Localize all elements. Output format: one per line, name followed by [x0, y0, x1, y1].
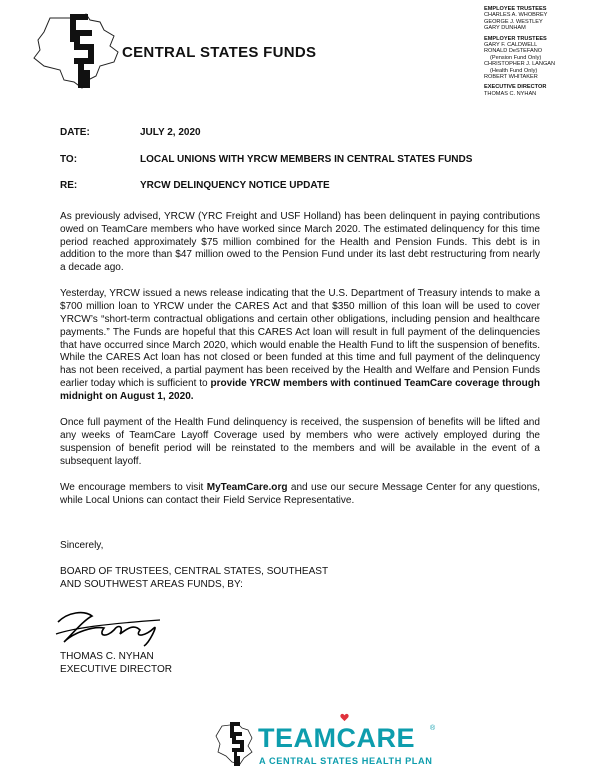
trustee-name: CHRISTOPHER J. LANGAN: [484, 61, 556, 68]
re-label: RE:: [60, 180, 78, 191]
myteamcare-link[interactable]: MyTeamCare.org: [206, 481, 288, 493]
trustee-name: THOMAS C. NYHAN: [484, 90, 537, 97]
trustee-note: (Pension Fund Only): [490, 54, 542, 61]
signer-name: THOMAS C. NYHAN: [60, 651, 154, 662]
trustees-list: [484, 6, 596, 101]
date-value: JULY 2, 2020: [140, 127, 201, 138]
trustee-group-employee: [484, 6, 596, 32]
date-label: DATE:: [60, 127, 90, 138]
trustee-group-employer: [484, 36, 596, 81]
closing: [60, 540, 328, 592]
paragraph-1: As previously advised, YRCW (YRC Freight and USF Holland) has been delinquent in paying contributions owed on TeamCare members who have worked since March 2020. The estimated delinquency for this time period reached approximately $75 million combined for the Health and Pension Funds. This debt is in addition to the more than $47 million owed to the Pension Fund under its last debt restructuring from nearly a decade ago.: [60, 211, 540, 274]
letter-body: [60, 211, 540, 521]
signature-image: [54, 602, 164, 652]
heart-icon: [340, 713, 349, 722]
signer-block: [60, 651, 172, 676]
trustee-group-heading: EMPLOYEE TRUSTEES: [484, 6, 547, 12]
signer-title: EXECUTIVE DIRECTOR: [60, 663, 173, 675]
paragraph-4-text-a: We encourage members to visit: [60, 481, 207, 493]
central-states-logo-icon: [30, 10, 122, 92]
trustee-name: ROBERT WHITAKER: [484, 74, 538, 81]
paragraph-2-emphasis: provide YRCW members with continued TeamCare coverage through midnight on August 1, 2020.: [60, 378, 541, 402]
board-line-2: AND SOUTHWEST AREAS FUNDS, BY:: [60, 579, 243, 591]
central-states-small-logo-icon: [212, 720, 256, 768]
teamcare-brand: TEAMCARE: [258, 723, 415, 753]
to-label: TO:: [60, 154, 78, 165]
paragraph-2-text: Yesterday, YRCW issued a news release indicating that the U.S. Department of Treasury intends to make a $700 million loan to YRCW under the CARES Act and that $350 million of this loan will be used to cover YRCW’s “short-term contractual obligations and certain other obligations, including pension and healthcare payments.” The Funds are hopeful that this CARES Act loan will result in full payment of the delinquencies that have occurred since March 2020, which would enable the Health Fund to lift the suspension of benefits. While the CARES Act loan has not closed or been funded at this time and full payment of the delinquency has not been received, a partial payment has been received by the Health and Welfare and Pension Funds earlier today which is sufficient to: [60, 288, 540, 390]
trustee-name: GEORGE J. WESTLEY: [484, 18, 543, 25]
paragraph-2: [60, 288, 540, 403]
trustee-group-executive: [484, 84, 596, 97]
re-value: YRCW DELINQUENCY NOTICE UPDATE: [140, 180, 330, 191]
trustee-group-heading: EMPLOYER TRUSTEES: [484, 35, 547, 42]
trustee-note: (Health Fund Only): [490, 67, 538, 74]
registered-mark: ®: [430, 725, 436, 732]
trustee-name: GARY DUNHAM: [484, 25, 526, 32]
paragraph-3: Once full payment of the Health Fund delinquency is received, the suspension of benefits will be lifted and any weeks of TeamCare Layoff Coverage used by members who were actively employed during the suspension of benefit period will be reinstated to the members and will be available in the event of a subsequent layoff.: [60, 417, 540, 467]
org-name: CENTRAL STATES FUNDS: [122, 44, 317, 61]
board-line-1: BOARD OF TRUSTEES, CENTRAL STATES, SOUTHEAST: [60, 566, 329, 578]
salutation: Sincerely,: [60, 540, 104, 551]
trustee-group-heading: EXECUTIVE DIRECTOR: [484, 84, 547, 91]
teamcare-tagline: A CENTRAL STATES HEALTH PLAN: [259, 756, 433, 766]
paragraph-4: [60, 482, 540, 508]
paragraph-4-text-b: and use our secure Message Center for any questions, while Local Unions can contact their Field Service Representative.: [60, 481, 540, 506]
trustee-name: GARY F. CALDWELL: [484, 42, 538, 49]
to-value: LOCAL UNIONS WITH YRCW MEMBERS IN CENTRAL STATES FUNDS: [140, 154, 473, 165]
trustee-name: CHARLES A. WHOBREY: [484, 12, 548, 19]
trustee-name: RONALD DeSTEFANO: [484, 48, 543, 55]
